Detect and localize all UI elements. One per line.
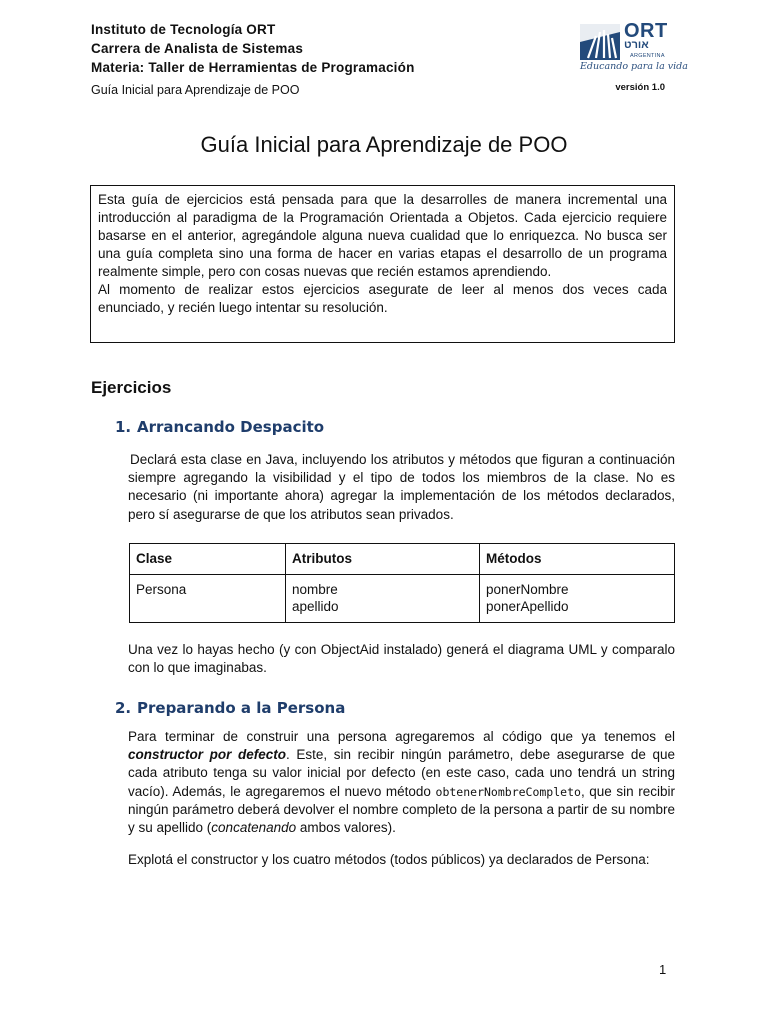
section-2-paragraph-2: Explotá el constructor y los cuatro métodos (todos públicos) ya declarados de Persona:	[128, 852, 650, 867]
table-cell-atributos	[286, 574, 480, 622]
table-header-clase: Clase	[130, 544, 286, 575]
institution-name: Instituto de Tecnología ORT	[91, 22, 276, 37]
section-1-paragraph-2: Una vez lo hayas hecho (y con ObjectAid instalado) generá el diagrama UML y comparalo con lo que imaginabas.	[128, 642, 675, 676]
logo-hebrew-text: אורט	[624, 39, 649, 51]
logo-country: ARGENTINA	[630, 53, 665, 59]
ort-logo	[578, 20, 688, 78]
career-name: Carrera de Analista de Sistemas	[91, 41, 304, 56]
intro-paragraph-1: Esta guía de ejercicios está pensada para que la desarrolles de manera incremental una introducción al paradigma de la Programación Orientada a Objetos. Cada ejercicio requiere basarse en el anterior, agregándole alguna nueva cualidad que lo enriquezca. No busca ser una guía completa sino una forma de hacer en varias etapas el desarrollo de un programa realmente simple, pero con cosas nuevas que recién estamos aprendiendo.	[98, 192, 667, 279]
header-doc-title: Guía Inicial para Aprendizaje de POO	[91, 83, 300, 97]
emphasis-constructor: constructor por defecto	[128, 747, 286, 763]
table-cell-metodos	[480, 574, 675, 622]
section-1-paragraph: Declará esta clase en Java, incluyendo los atributos y métodos que figuran a continuación siempre agregando la visibilidad y el tipo de todos los miembros de la clase. No es necesario (ni importante ahora) agregar la implementación de los métodos declarados, pero sí asegurarse de que los atributos sean privados.	[128, 452, 675, 522]
section-2-paragraph	[128, 728, 675, 837]
attribute-item: apellido	[292, 599, 339, 614]
intro-box	[90, 185, 675, 343]
page-title: Guía Inicial para Aprendizaje de POO	[200, 132, 568, 157]
section-1-heading	[115, 418, 324, 436]
intro-paragraph-2: Al momento de realizar estos ejercicios asegurate de leer al menos dos veces cada enunciado, y recién luego intentar su resolución.	[98, 282, 667, 315]
text-run: Para terminar de construir una persona agregaremos al código que ya tenemos el	[128, 729, 675, 744]
page-number: 1	[659, 962, 667, 977]
logo-text: ORT	[624, 20, 668, 42]
text-run: . Este, sin recibir ningún parámetro, debe asegurarse de que cada atributo tenga su valor inicial por defecto (en este caso, cada uno tendrá un string vacío). Además, le agregaremos el nuevo método	[128, 747, 676, 799]
table-row	[130, 574, 675, 622]
table-cell-clase: Persona	[130, 574, 286, 622]
class-table	[129, 543, 675, 623]
section-1-number: 1.	[115, 418, 132, 436]
method-item: ponerApellido	[486, 599, 569, 614]
table-header-atributos: Atributos	[286, 544, 480, 575]
text-run: , que sin recibir ningún parámetro deberá devolver el nombre completo de la persona a partir de su nombre y su apellido (	[128, 783, 675, 836]
attribute-item: nombre	[292, 581, 338, 597]
section-1-title: Arrancando Despacito	[137, 418, 325, 436]
section-2-title: Preparando a la Persona	[137, 699, 346, 717]
logo-tagline: Educando para la vida	[580, 61, 688, 72]
text-run: ambos valores).	[296, 820, 396, 836]
section-2-heading	[115, 699, 345, 717]
code-method-name: obtenerNombreCompleto	[435, 784, 581, 799]
method-item: ponerNombre	[486, 581, 569, 597]
ort-emblem-icon	[578, 22, 622, 62]
emphasis-concatenando: concatenando	[211, 820, 297, 836]
version-label: versión 1.0	[615, 82, 665, 93]
table-header-row	[130, 544, 675, 575]
exercises-heading: Ejercicios	[91, 378, 172, 397]
subject-name: Materia: Taller de Herramientas de Programación	[91, 60, 415, 75]
table-header-metodos: Métodos	[480, 544, 675, 575]
section-2-number: 2.	[115, 699, 132, 717]
